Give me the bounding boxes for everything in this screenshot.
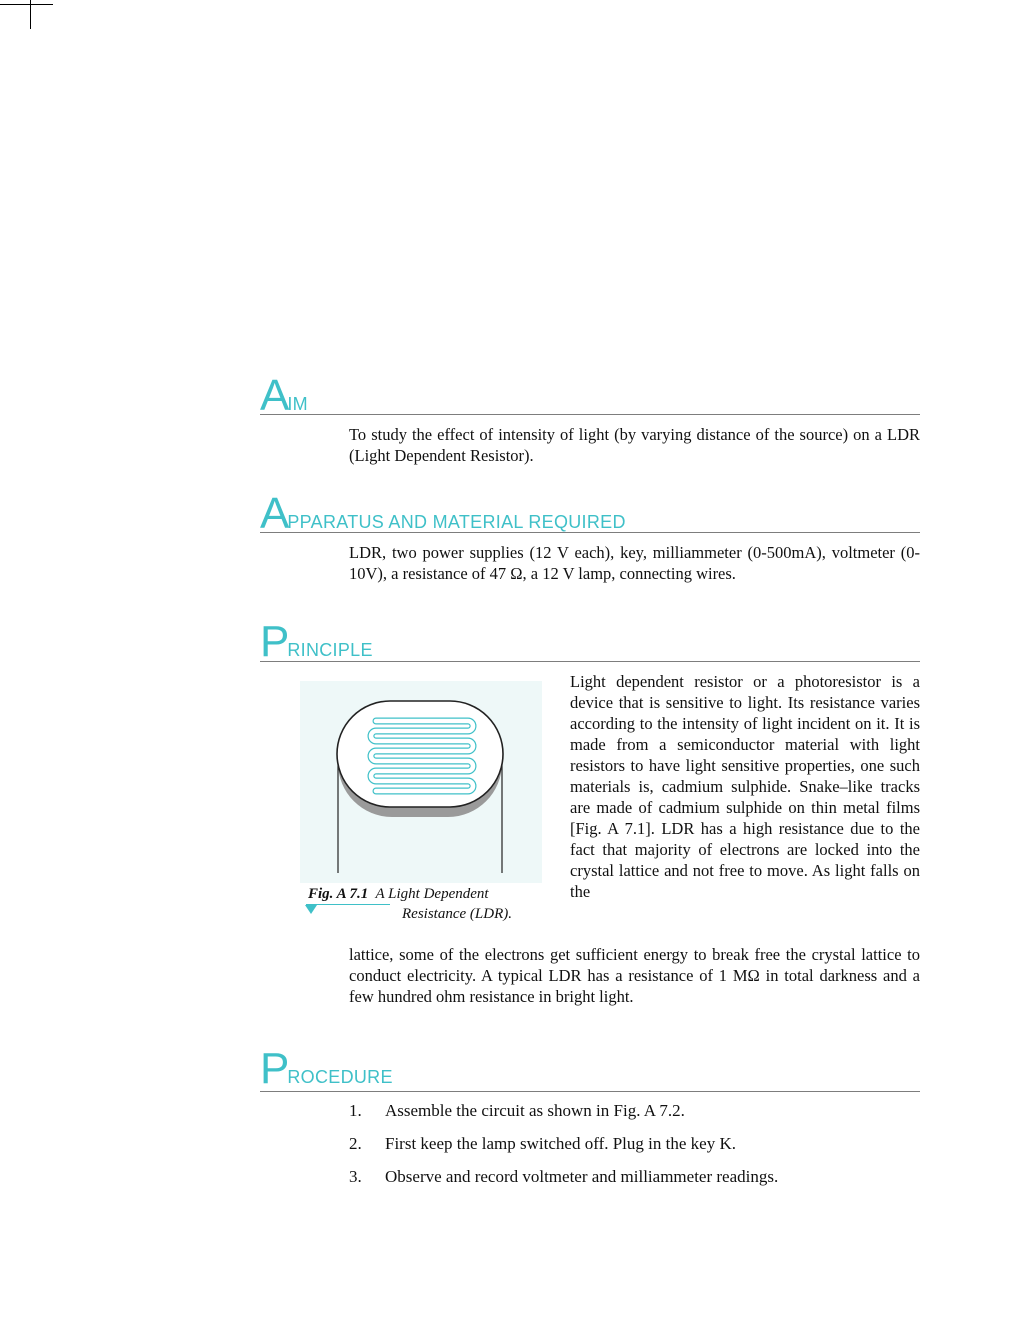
step-text: First keep the lamp switched off. Plug in the key K. xyxy=(385,1134,736,1153)
step-text: Assemble the circuit as shown in Fig. A 7.2. xyxy=(385,1101,685,1120)
step-number: 1. xyxy=(349,1101,362,1120)
figure-caption-line1: A Light Dependent xyxy=(375,886,489,902)
crop-mark-horizontal xyxy=(0,4,53,5)
heading-initial: P xyxy=(260,617,288,666)
procedure-step xyxy=(349,1132,920,1165)
heading-initial: A xyxy=(260,371,288,420)
figure-caption-line2: Resistance (LDR). xyxy=(402,906,512,922)
heading-rest: ROCEDURE xyxy=(287,1067,393,1087)
heading-initial: P xyxy=(260,1044,288,1093)
section-heading-aim xyxy=(260,371,920,420)
principle-text-full: lattice, some of the electrons get sufficient energy to break free the crystal lattice to conduct electricity. A typical LDR has a resistance of 1 MΩ in total darkness and a few hundred ohm resistance in bright light. xyxy=(349,945,920,1006)
step-number: 3. xyxy=(349,1167,362,1186)
heading-rest: PPARATUS AND MATERIAL REQUIRED xyxy=(287,512,626,532)
aim-text: To study the effect of intensity of light (by varying distance of the source) on a LDR (Light Dependent Resistor). xyxy=(349,425,920,465)
step-number: 2. xyxy=(349,1134,362,1153)
principle-text-side: Light dependent resistor or a photoresistor is a device that is sensitive to light. Its resistance varies according to the intensity of light incident on it. It is made from a semiconductor material with light resistors to have light sensitive properties, one such materials is, cadmium sulphide. Snake–like tracks are made of cadmium sulphide on thin metal films [Fig. A 7.1]. LDR has a high resistance due to the fact that majority of electrons are locked into the crystal lattice and not free to move. As light falls on the xyxy=(570,672,920,901)
heading-initial: A xyxy=(260,489,288,538)
figure-caption-marker xyxy=(305,905,317,914)
heading-rest: IM xyxy=(287,394,308,414)
procedure-step xyxy=(349,1165,920,1198)
procedure-steps xyxy=(349,1099,920,1198)
section-heading-apparatus xyxy=(260,489,920,538)
section-heading-procedure xyxy=(260,1044,920,1093)
ldr-illustration xyxy=(300,681,542,883)
step-text: Observe and record voltmeter and milliammeter readings. xyxy=(385,1167,779,1186)
apparatus-text: LDR, two power supplies (12 V each), key, milliammeter (0-500mA), voltmeter (0-10V), a resistance of 47 Ω, a 12 V lamp, connecting wires. xyxy=(349,543,920,583)
heading-rest: RINCIPLE xyxy=(287,640,373,660)
figure-caption-rule xyxy=(306,904,390,905)
figure-number: Fig. A 7.1 xyxy=(308,886,369,902)
procedure-step xyxy=(349,1099,920,1132)
section-heading-principle xyxy=(260,617,920,666)
ldr-figure xyxy=(300,681,542,883)
